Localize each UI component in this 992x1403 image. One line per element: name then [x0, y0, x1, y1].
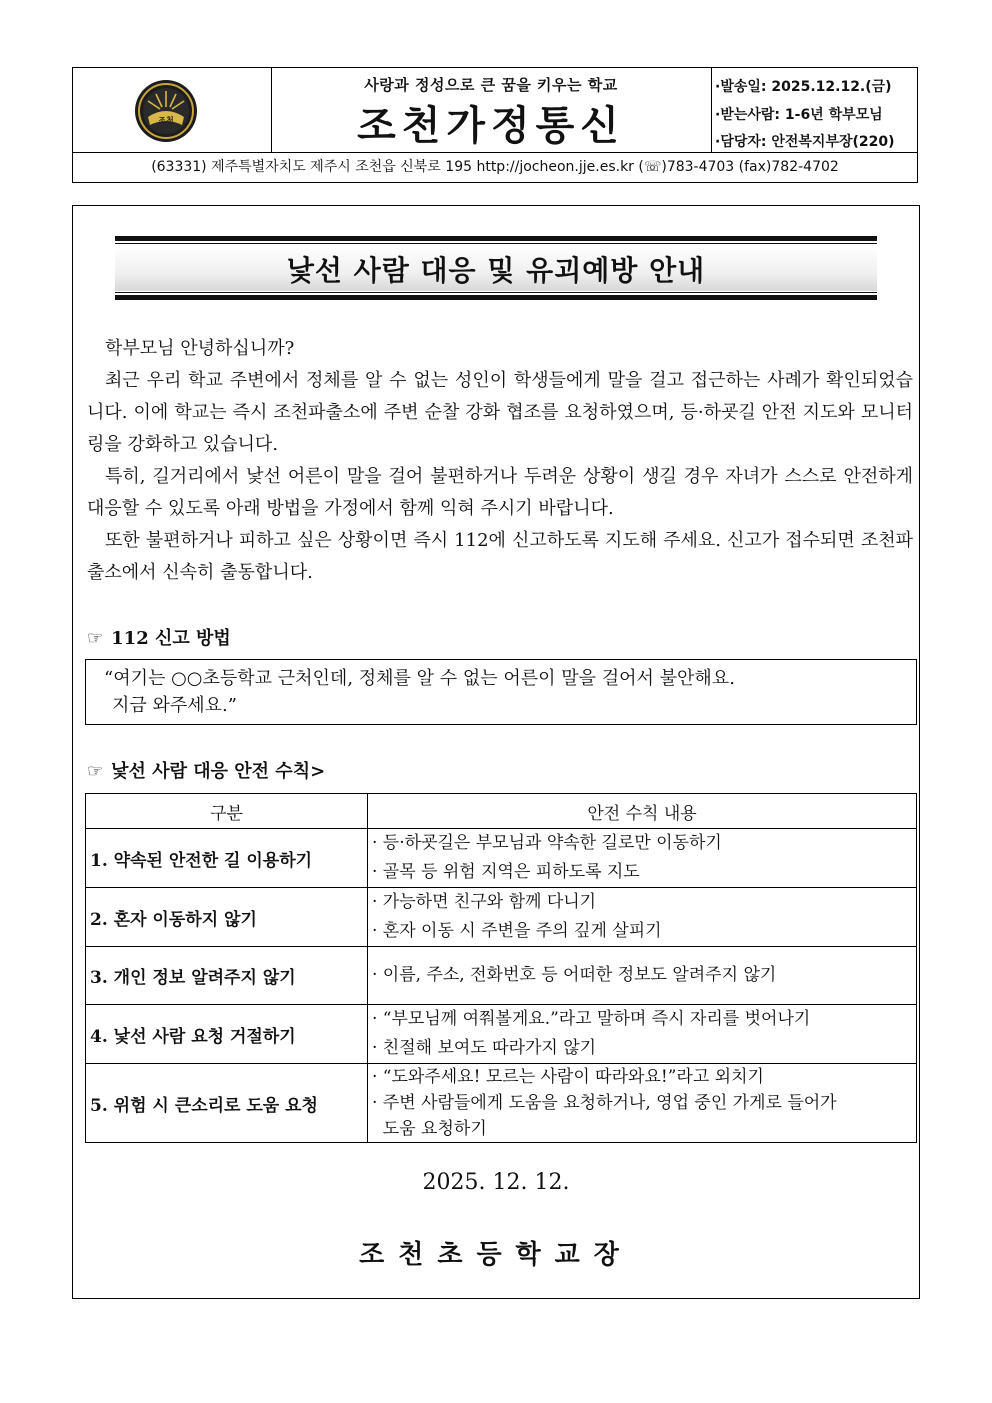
- newsletter-header: [72, 67, 918, 183]
- table-header-row: [86, 794, 917, 829]
- rule-item: · 이름, 주소, 전화번호 등 어떠한 정보도 알려주지 않기: [372, 965, 777, 985]
- school-slogan: 사랑과 정성으로 큰 꿈을 키우는 학교: [364, 76, 618, 94]
- notice-body: [72, 205, 920, 1299]
- paragraph-1: 최근 우리 학교 주변에서 정체를 알 수 없는 성인이 학생들에게 말을 걸고 접근하는 사례가 확인되었습니다. 이에 학교는 즉시 조천파출소에 주변 순찰 강화 협조를 요청하였으며, 등·하굣길 안전 지도와 모니터링을 강화하고 있습니다.: [87, 370, 913, 455]
- report-example-box: [85, 659, 917, 725]
- paragraph-2: 특히, 길거리에서 낯선 어른이 말을 걸어 불편하거나 두려운 상황이 생길 경우 자녀가 스스로 안전하게 대응할 수 있도록 아래 방법을 가정에서 함께 익혀 주시기 바랍니다.: [87, 466, 913, 519]
- emblem-text: 조천: [158, 116, 174, 125]
- report-heading-text: 112 신고 방법: [111, 628, 231, 649]
- rules-heading: [87, 757, 325, 783]
- rule-category: 5. 위험 시 큰소리로 도움 요청: [86, 1064, 368, 1143]
- table-row: [86, 1005, 917, 1064]
- column-header-category: 구분: [86, 794, 368, 829]
- rule-category: 2. 혼자 이동하지 않기: [86, 888, 368, 947]
- table-row: [86, 888, 917, 947]
- rule-item: · “부모님께 여쭤볼게요.”라고 말하며 즉시 자리를 벗어나기: [372, 1009, 811, 1029]
- rule-item: 도움 요청하기: [372, 1119, 487, 1139]
- quote-line-1: “여기는 ○○초등학교 근처인데, 정체를 알 수 없는 어른이 말을 걸어서 불안해요.: [104, 668, 735, 689]
- newsletter-title: 조천가정통신: [357, 103, 625, 149]
- paragraph-3: 또한 불편하거나 피하고 싶은 상황이면 즉시 112에 신고하도록 지도해 주세요. 신고가 접수되면 조천파출소에서 신속히 출동합니다.: [87, 530, 913, 583]
- rule-items: [368, 888, 917, 947]
- title-banner: [115, 236, 877, 300]
- school-emblem-icon: [134, 79, 198, 143]
- notice-title: 낯선 사람 대응 및 유괴예방 안내: [286, 254, 706, 287]
- quote-line-2: 지금 와주세요.”: [112, 695, 237, 716]
- rule-item: · 등·하굣길은 부모님과 약속한 길로만 이동하기: [372, 833, 722, 853]
- table-row: [86, 947, 917, 1005]
- rule-category: 4. 낯선 사람 요청 거절하기: [86, 1005, 368, 1064]
- school-address: (63331) 제주특별자치도 제주시 조천읍 신북로 195 http://jocheon.jje.es.kr (☏)783-4703 (fax)782-4702: [151, 159, 839, 175]
- issue-date-footer: 2025. 12. 12.: [422, 1170, 570, 1195]
- rule-category: 1. 약속된 안전한 길 이용하기: [86, 829, 368, 888]
- report-heading: [87, 624, 231, 650]
- rule-items: [368, 829, 917, 888]
- principal-signature: 조천초등학교장: [359, 1240, 633, 1270]
- table-row: [86, 829, 917, 888]
- rule-items: [368, 1064, 917, 1143]
- manager: ·담당자: 안전복지부장(220): [715, 134, 895, 150]
- rule-item: · 친절해 보여도 따라가지 않기: [372, 1038, 597, 1058]
- safety-rules-table: [85, 793, 917, 1143]
- rule-item: · “도와주세요! 모르는 사람이 따라와요!”라고 외치기: [372, 1067, 764, 1087]
- rule-item: · 주변 사람들에게 도움을 요청하거나, 영업 중인 가게로 들어가: [372, 1093, 837, 1113]
- recipient: ·받는사람: 1-6년 학부모님: [715, 107, 883, 123]
- column-header-content: 안전 수칙 내용: [368, 794, 917, 829]
- rule-item: · 혼자 이동 시 주변을 주의 깊게 살피기: [372, 921, 662, 941]
- title-cell: [271, 68, 712, 152]
- issue-date: ·발송일: 2025.12.12.(금): [715, 79, 892, 95]
- rule-item: · 가능하면 친구와 함께 다니기: [372, 892, 597, 912]
- issue-info: [713, 68, 917, 152]
- greeting: 학부모님 안녕하십니까?: [105, 338, 295, 359]
- rule-items: [368, 947, 917, 1005]
- pointing-hand-icon: ☞: [87, 761, 104, 782]
- header-top-row: [73, 68, 917, 153]
- notice-text: [87, 333, 913, 589]
- rule-item: · 골목 등 위험 지역은 피하도록 지도: [372, 862, 640, 882]
- rules-heading-text: 낯선 사람 대응 안전 수칙>: [111, 761, 326, 782]
- rule-category: 3. 개인 정보 알려주지 않기: [86, 947, 368, 1005]
- logo-cell: [73, 68, 272, 152]
- rule-items: [368, 1005, 917, 1064]
- pointing-hand-icon: ☞: [87, 628, 104, 649]
- table-row: [86, 1064, 917, 1143]
